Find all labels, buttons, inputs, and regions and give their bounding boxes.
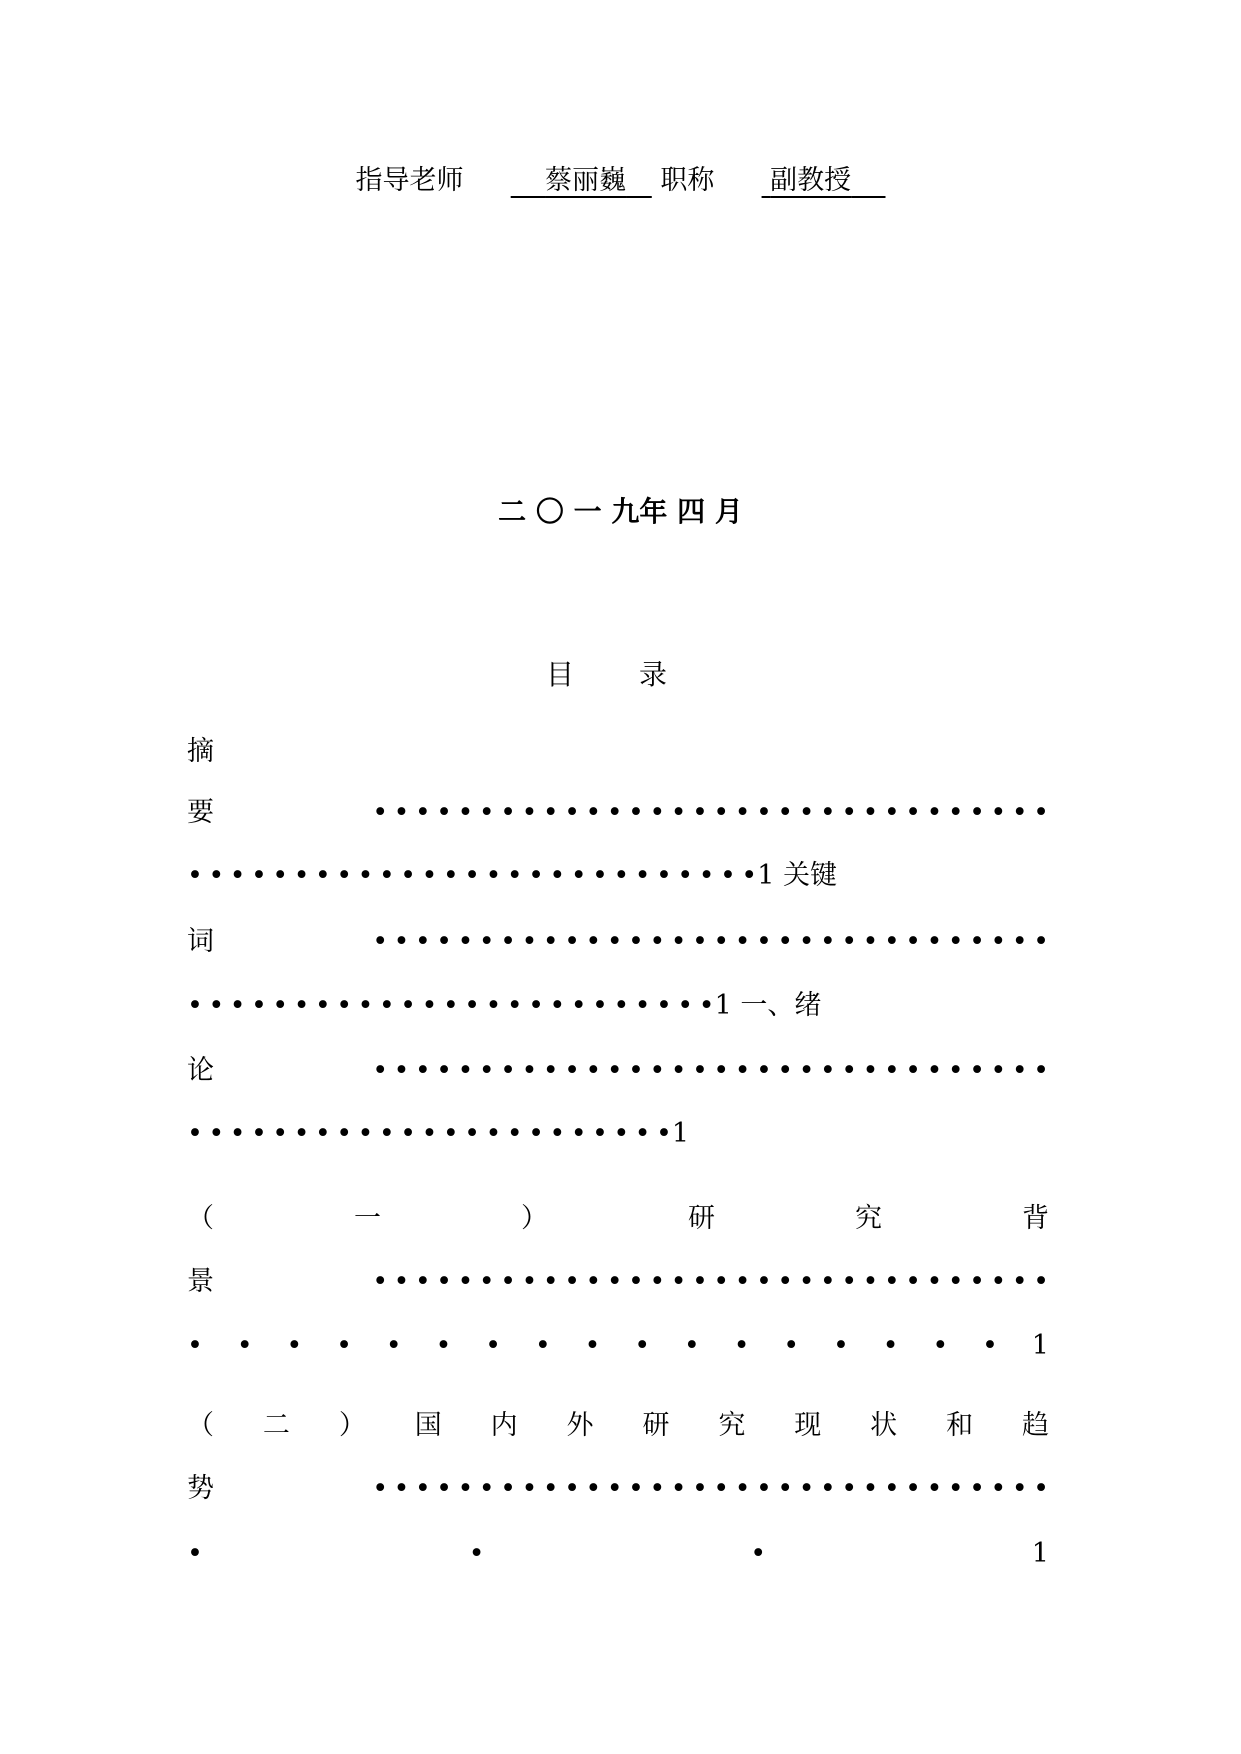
toc-sec2-char: 内: [490, 1410, 518, 1441]
leader-dots: • • • • • • • • • • • • • • • • • • • • • • • • • • • • • • • •: [372, 926, 1049, 957]
toc-keywords-head: 关键: [782, 860, 837, 891]
toc-sec2-char: （: [187, 1410, 214, 1441]
leader-dot: •: [187, 1330, 203, 1361]
toc-sec1-head-line: [187, 1202, 1049, 1236]
leader-dot: •: [485, 1330, 502, 1361]
leader-dot: •: [286, 1330, 303, 1361]
toc-sec1-char: 究: [855, 1203, 882, 1234]
toc-sec1-char: ）: [521, 1203, 548, 1234]
toc-sec1-char: 背: [1022, 1203, 1049, 1234]
title-label: 职称: [660, 165, 715, 196]
advisor-label: 指导老师: [355, 165, 464, 196]
toc-keywords-page: 1: [714, 990, 732, 1021]
toc-intro-page-line: [187, 1117, 1049, 1151]
advisor-line: [0, 164, 1241, 198]
toc-sec1-char: 一: [354, 1203, 381, 1234]
leader-dots: • • • • • • • • • • • • • • • • • • • • • • •: [187, 1118, 672, 1149]
cover-date: 二 〇 一 九年 四 月: [498, 495, 743, 528]
toc-sec2-char: ）: [338, 1410, 366, 1441]
toc-abstract-head: [187, 735, 1049, 769]
toc-sec2-char: 国: [414, 1410, 442, 1441]
toc-intro-tail-char: 论: [187, 1055, 214, 1086]
leader-dot: •: [336, 1330, 352, 1361]
toc-sec1-char: 研: [688, 1203, 715, 1234]
toc-sec2-page: 1: [1031, 1538, 1049, 1569]
leader-dots: • • • • • • • • • • • • • • • • • • • • • • • • • • • • • • • •: [372, 1266, 1049, 1297]
leader-dots: • • • • • • • • • • • • • • • • • • • • • • • • • • • • • • • •: [372, 1473, 1049, 1504]
toc-abstract-head-text: 摘: [187, 736, 214, 767]
leader-dot: •: [468, 1538, 485, 1569]
leader-dot: •: [783, 1330, 800, 1361]
toc-abstract-dots-line: [187, 796, 1049, 830]
toc-sec2-char: 二: [262, 1410, 290, 1441]
leader-dot: •: [750, 1538, 767, 1569]
leader-dot: •: [634, 1330, 651, 1361]
advisor-name: 蔡丽巍: [545, 165, 627, 196]
leader-dot: •: [435, 1330, 452, 1361]
toc-sec2-char: 研: [642, 1410, 670, 1441]
leader-dot: •: [584, 1330, 601, 1361]
toc-abstract-tail-char: 要: [187, 797, 214, 828]
toc-sec2-tail-char: 势: [187, 1473, 214, 1504]
toc-sec2-page-line: [187, 1537, 1049, 1571]
toc-sec2-dots-line: [187, 1472, 1049, 1506]
leader-dot: •: [733, 1330, 750, 1361]
toc-sec1-dots-line: [187, 1265, 1049, 1299]
leader-dot: •: [932, 1330, 949, 1361]
title-value: 副教授: [770, 165, 852, 196]
toc-intro-head: 一、绪: [740, 990, 822, 1021]
leader-dot: •: [236, 1330, 253, 1361]
toc-sec2-char: 和: [946, 1410, 974, 1441]
toc-keywords-dots-line: [187, 925, 1049, 959]
toc-sec1-tail-char: 景: [187, 1266, 214, 1297]
leader-dots: • • • • • • • • • • • • • • • • • • • • • • • • • • •: [187, 860, 758, 891]
toc-keywords-tail-char: 词: [187, 926, 214, 957]
title-value-field: [762, 165, 886, 196]
toc-sec2-char: 究: [718, 1410, 746, 1441]
leader-dots: • • • • • • • • • • • • • • • • • • • • • • • • • • • • • • • •: [372, 797, 1049, 828]
advisor-name-field: [511, 165, 652, 196]
toc-sec2-char: 状: [870, 1410, 898, 1441]
leader-dot: •: [882, 1330, 899, 1361]
toc-sec1-page-line: [187, 1329, 1049, 1363]
leader-dots: • • • • • • • • • • • • • • • • • • • • • • • • •: [187, 990, 715, 1021]
leader-dots: • • • • • • • • • • • • • • • • • • • • • • • • • • • • • • • •: [372, 1055, 1049, 1086]
leader-dot: •: [385, 1330, 402, 1361]
toc-heading: 目 录: [546, 658, 695, 691]
leader-dot: •: [683, 1330, 700, 1361]
toc-sec1-char: （: [187, 1203, 214, 1234]
leader-dot: •: [187, 1538, 203, 1569]
toc-sec2-char: 外: [566, 1410, 594, 1441]
toc-keywords-page-line: [187, 989, 1049, 1023]
toc-intro-page: 1: [671, 1118, 690, 1149]
toc-intro-dots-line: [187, 1054, 1049, 1088]
toc-sec2-char: 现: [794, 1410, 822, 1441]
toc-abstract-page-line: [187, 859, 1049, 893]
leader-dot: •: [982, 1330, 998, 1361]
toc-sec1-page: 1: [1031, 1330, 1049, 1361]
leader-dot: •: [534, 1330, 551, 1361]
toc-sec2-head-line: [187, 1409, 1049, 1443]
toc-abstract-page: 1: [757, 860, 775, 891]
leader-dot: •: [832, 1330, 849, 1361]
toc-sec2-char: 趋: [1021, 1410, 1049, 1441]
